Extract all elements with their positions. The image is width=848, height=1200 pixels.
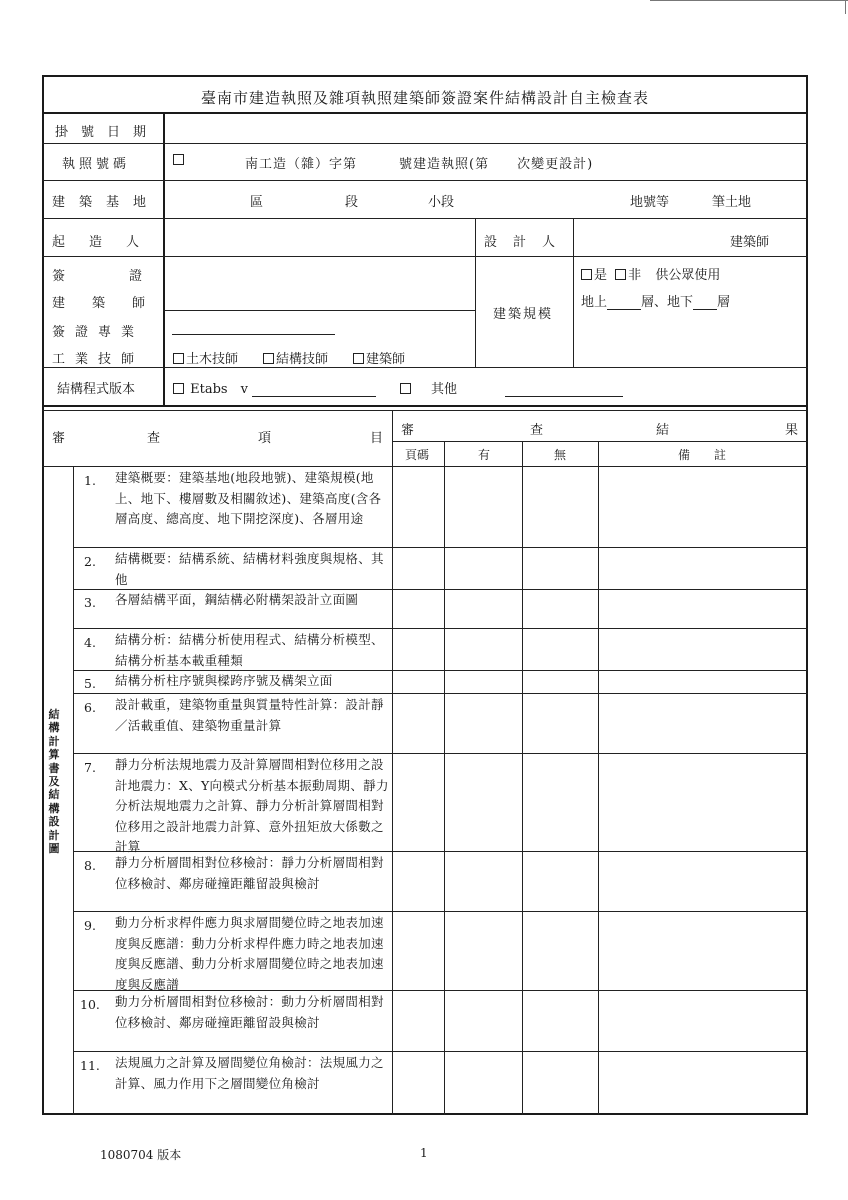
- col-remarks: 備 註: [678, 448, 727, 462]
- result-header-4: 果: [785, 423, 799, 438]
- page-number: 1: [420, 1146, 428, 1160]
- row-divider: [73, 628, 808, 629]
- site-section: 段: [345, 195, 359, 210]
- row-divider: [73, 1051, 808, 1052]
- item-text: 靜力分析層間相對位移檢討：靜力分析層間相對位移檢討、鄰房碰撞距離留設與檢討: [115, 855, 384, 891]
- divider: [392, 441, 808, 442]
- row-divider: [73, 911, 808, 912]
- divider: [573, 218, 574, 367]
- cert-pro-name-field[interactable]: [172, 322, 335, 335]
- item-text: 動力分析求桿件應力與求層間變位時之地表加速度與反應譜：動力分析求桿件應力時之地表加速度與反應譜、動力分析求層間變位時之地表加速度與反應譜: [115, 915, 384, 992]
- register-date-label-text: 掛號日期: [55, 125, 160, 140]
- scale-label: 建築規模: [493, 307, 554, 322]
- row-divider: [73, 547, 808, 548]
- item-number: 5.: [84, 676, 96, 691]
- item-number: 6.: [84, 700, 96, 715]
- item-number: 1.: [84, 473, 96, 488]
- item-header-4: 目: [370, 431, 384, 446]
- item-text: 動力分析層間相對位移檢討：動力分析層間相對位移檢討、鄰房碰撞距離留設與檢討: [115, 994, 384, 1030]
- program-label: 結構程式版本: [57, 382, 136, 397]
- cert-label-1: 簽證: [52, 269, 207, 284]
- divider: [444, 441, 445, 1115]
- item-text: 結構分析柱序號與樑跨序號及構架立面: [115, 673, 333, 688]
- divider: [42, 466, 808, 467]
- divider: [522, 441, 523, 1115]
- item-number: 9.: [84, 918, 96, 933]
- divider: [42, 367, 808, 368]
- divider: [73, 466, 74, 1115]
- divider: [42, 112, 808, 114]
- program-etabs-option[interactable]: Etabs v: [173, 378, 376, 397]
- floors-field[interactable]: 地上 層、地下 層: [581, 295, 731, 310]
- scan-edge-line: [650, 0, 848, 1]
- item-number: 11.: [80, 1058, 100, 1073]
- site-count: 筆土地: [712, 195, 752, 210]
- cert-option-civil[interactable]: 土木技師: [173, 348, 238, 367]
- result-header-1: 審: [401, 423, 415, 438]
- item-number: 2.: [84, 554, 96, 569]
- item-text: 建築概要：建築基地(地段地號)、建築規模(地上、地下、樓層數及相關敘述)、建築高度(含各層高度、總高度、地下開挖深度)、各層用途: [115, 470, 382, 526]
- public-use-options[interactable]: 是 非 供公眾使用: [581, 264, 720, 283]
- item-header-3: 項: [258, 431, 272, 446]
- divider: [42, 410, 808, 411]
- version-footer: 1080704 版本: [100, 1148, 182, 1162]
- col-no: 無: [554, 448, 567, 462]
- form-title: 臺南市建造執照及雜項執照建築師簽證案件結構設計自主檢查表: [200, 89, 649, 107]
- cert-label-2: 建築師: [52, 296, 173, 311]
- site-lot: 地號等: [630, 195, 670, 210]
- item-text: 設計載重，建築物重量與質量特性計算：設計靜／活載重值、建築物重量計算: [115, 697, 384, 733]
- cert-pro-label-1: 簽證專業: [52, 325, 145, 340]
- designer-architect-suffix: 建築師: [730, 235, 770, 250]
- permit-no-checkbox[interactable]: [173, 153, 186, 168]
- site-district: 區: [250, 195, 264, 210]
- divider: [163, 310, 475, 311]
- cert-option-structural[interactable]: 結構技師: [263, 348, 328, 367]
- side-category-label: 結構計算書及結構設計圖: [48, 708, 60, 856]
- designer-label: 設計人: [484, 235, 572, 250]
- divider: [42, 218, 808, 219]
- item-header-2: 查: [147, 431, 161, 446]
- divider: [42, 405, 808, 407]
- item-text: 各層結構平面，鋼結構必附構架設計立面圖: [115, 592, 359, 607]
- program-other-option[interactable]: 其他: [400, 378, 623, 397]
- item-text: 結構分析：結構分析使用程式、結構分析模型、結構分析基本載重種類: [115, 632, 384, 668]
- scan-edge-line: [845, 0, 846, 14]
- cert-option-architect[interactable]: 建築師: [353, 348, 405, 367]
- divider: [598, 441, 599, 1115]
- applicant-label: 起造人: [52, 235, 164, 250]
- divider: [42, 143, 808, 144]
- col-yes: 有: [478, 448, 491, 462]
- divider: [475, 218, 476, 367]
- permit-no-text: 南工造（雜）字第 號建造執照(第 次變更設計): [245, 157, 594, 172]
- item-number: 3.: [84, 595, 96, 610]
- item-header-1: 審: [52, 431, 66, 446]
- divider: [42, 256, 808, 257]
- item-number: 4.: [84, 635, 96, 650]
- result-header-3: 結: [656, 423, 670, 438]
- item-text: 結構概要：結構系統、結構材料強度與規格、其他: [115, 551, 384, 587]
- item-number: 8.: [84, 858, 96, 873]
- permit-no-label: 執照號碼: [62, 157, 131, 172]
- divider: [42, 180, 808, 181]
- item-text: 法規風力之計算及層間變位角檢討：法規風力之計算、風力作用下之層間變位角檢討: [115, 1055, 384, 1091]
- cert-pro-label-2: 工業技師: [52, 352, 145, 367]
- site-subsection: 小段: [428, 195, 455, 210]
- col-page: 頁碼: [405, 448, 430, 462]
- item-number: 7.: [84, 760, 96, 775]
- row-divider: [73, 753, 808, 754]
- result-header-2: 查: [530, 423, 544, 438]
- divider: [163, 112, 165, 405]
- item-text: 靜力分析法規地震力及計算層間相對位移用之設計地震力：X、Y向模式分析基本振動周期、靜力分析法規地震力之計算、靜力分析計算層間相對位移用之設計地震力計算、意外扭矩放大係數之計算: [115, 757, 389, 854]
- item-number: 10.: [80, 997, 100, 1012]
- site-label: 建築基地: [52, 195, 161, 210]
- row-divider: [73, 693, 808, 694]
- divider: [392, 410, 393, 1115]
